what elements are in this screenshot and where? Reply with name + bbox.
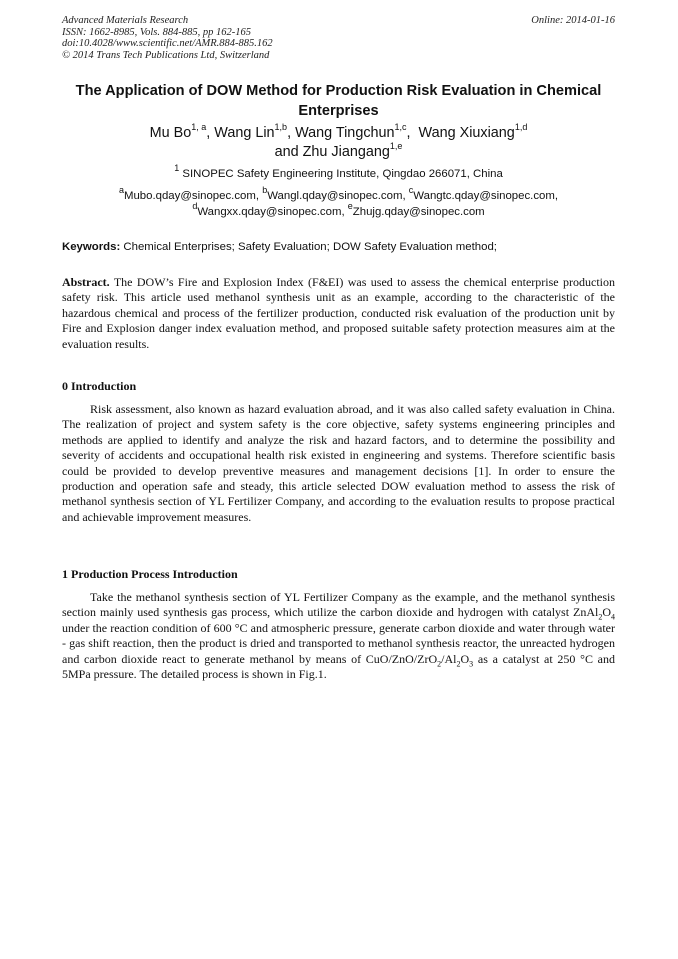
process-paragraph [62,590,615,682]
author-name: Mu Bo [149,125,192,141]
email-link[interactable]: Wangtc.qday@sinopec.com, [413,190,559,202]
process-text: as a catalyst at 250 °C and 5MPa pressure. The detailed process is shown in Fig.1. [62,651,615,682]
online-date: Online: 2014-01-16 [531,15,615,26]
author-name: Wang Tingchun [295,125,395,141]
email-link[interactable]: Mubo.qday@sinopec.com, [123,190,260,202]
author-name: Wang Xiuxiang [418,125,515,141]
introduction-paragraph: Risk assessment, also known as hazard evaluation abroad, and it was also called safety evaluation in China. The realization of project and system safety is the core objective, safety systems engineering principles and methods are applied to identify and analyze the risk and hazard factors, and to determine the possibility and severity of accidents and occupational health risk existed in engineering and systems. Therefore scientific basis could be provided to develop preventive measures and management decisions [1]. In order to ensure the production and operation safe and steady, this article selected DOW evaluation method to assess the risk of methanol synthesis section of YL Fertilizer Company, and according to the evaluation results to propose practical and achievable improvement measures. [62,402,615,524]
process-text: O [460,651,470,666]
keywords [62,240,615,255]
affiliation-mark: 1 [174,163,180,174]
subscript: 3 [469,659,474,669]
journal-copyright: © 2014 Trans Tech Publications Ltd, Switzerland [62,49,270,61]
journal-issn: ISSN: 1662-8985, Vols. 884-885, pp 162-165 [62,26,251,38]
abstract-label: Abstract. [62,275,110,289]
email-mark: b [262,185,268,196]
subscript: 2 [456,659,461,669]
paper-title: The Application of DOW Method for Production Risk Evaluation in Chemical Enterprises [75,83,602,119]
email-link[interactable]: Wangl.qday@sinopec.com, [267,190,406,202]
section-heading-process: 1 Production Process Introduction [62,567,238,581]
process-text: Take the methanol synthesis section of YL Fertilizer Company as the example, and the methanol synthesis section mainly used synthesis gas process, which utilize the carbon dioxide and hydrogen with catalyst ZnAl [62,590,615,620]
email-mark: a [118,185,124,196]
affiliation-text: SINOPEC Safety Engineering Institute, Qingdao 266071, China [182,168,503,180]
keywords-label: Keywords: [62,241,121,253]
author-affiliation-mark: 1,b [274,122,288,133]
email-mark: d [192,201,198,212]
journal-doi: doi:10.4028/www.scientific.net/AMR.884-885.162 [62,38,273,49]
author-affiliation-mark: 1,e [389,141,403,152]
process-text: under the reaction condition of 600 °C and atmospheric pressure, generate carbon dioxide and water through water - gas shift reaction, then the product is dried and transported to methanol synthesis reactor, the unreacted hydrogen and carbon dioxide react to generate methanol by means of CuO/ZnO/ZrO [62,620,615,666]
process-text: /Al [441,651,457,666]
subscript: 2 [598,612,603,622]
process-text: O [602,605,611,620]
abstract-text: The DOW’s Fire and Explosion Index (F&EI) was used to assess the chemical enterprise production safety risk. This article used methanol synthesis unit as an example, according to the characteristic of the hazardous chemical and process of the fertilizer production, conducted risk evaluation of the production unit by Fire and Explosion danger index evaluation method, and proposed suitable safety protection measures aim at the evaluation results. [62,275,615,351]
section-heading-introduction: 0 Introduction [62,379,137,393]
author-affiliation-mark: 1, a [191,122,207,133]
author-list: Mu Bo$^{1, a}$, Wang Lin$^{1,b}$, Wang Tingchun$^{1,c}$, Wang Xiuxiang$^{1,d}$ and Zhu Jiangang$^{1,e}$ [149,122,528,160]
subscript: 2 [437,659,442,669]
affiliation [62,163,615,182]
author-affiliation-mark: 1,c [394,122,407,133]
email-link[interactable]: Zhujg.qday@sinopec.com [352,206,485,218]
keywords-text: Chemical Enterprises; Safety Evaluation; DOW Safety Evaluation method; [123,241,497,253]
email-link[interactable]: Wangxx.qday@sinopec.com, [197,206,345,218]
author-emails [62,185,615,220]
journal-name: Advanced Materials Research [62,15,189,26]
email-mark: c [408,185,414,196]
author-name: and Zhu Jiangang [274,144,390,160]
abstract [62,275,615,352]
subscript: 4 [611,612,615,622]
journal-header [62,15,273,61]
author-affiliation-mark: 1,d [514,122,528,133]
email-mark: e [347,201,353,212]
author-name: Wang Lin [214,125,275,141]
